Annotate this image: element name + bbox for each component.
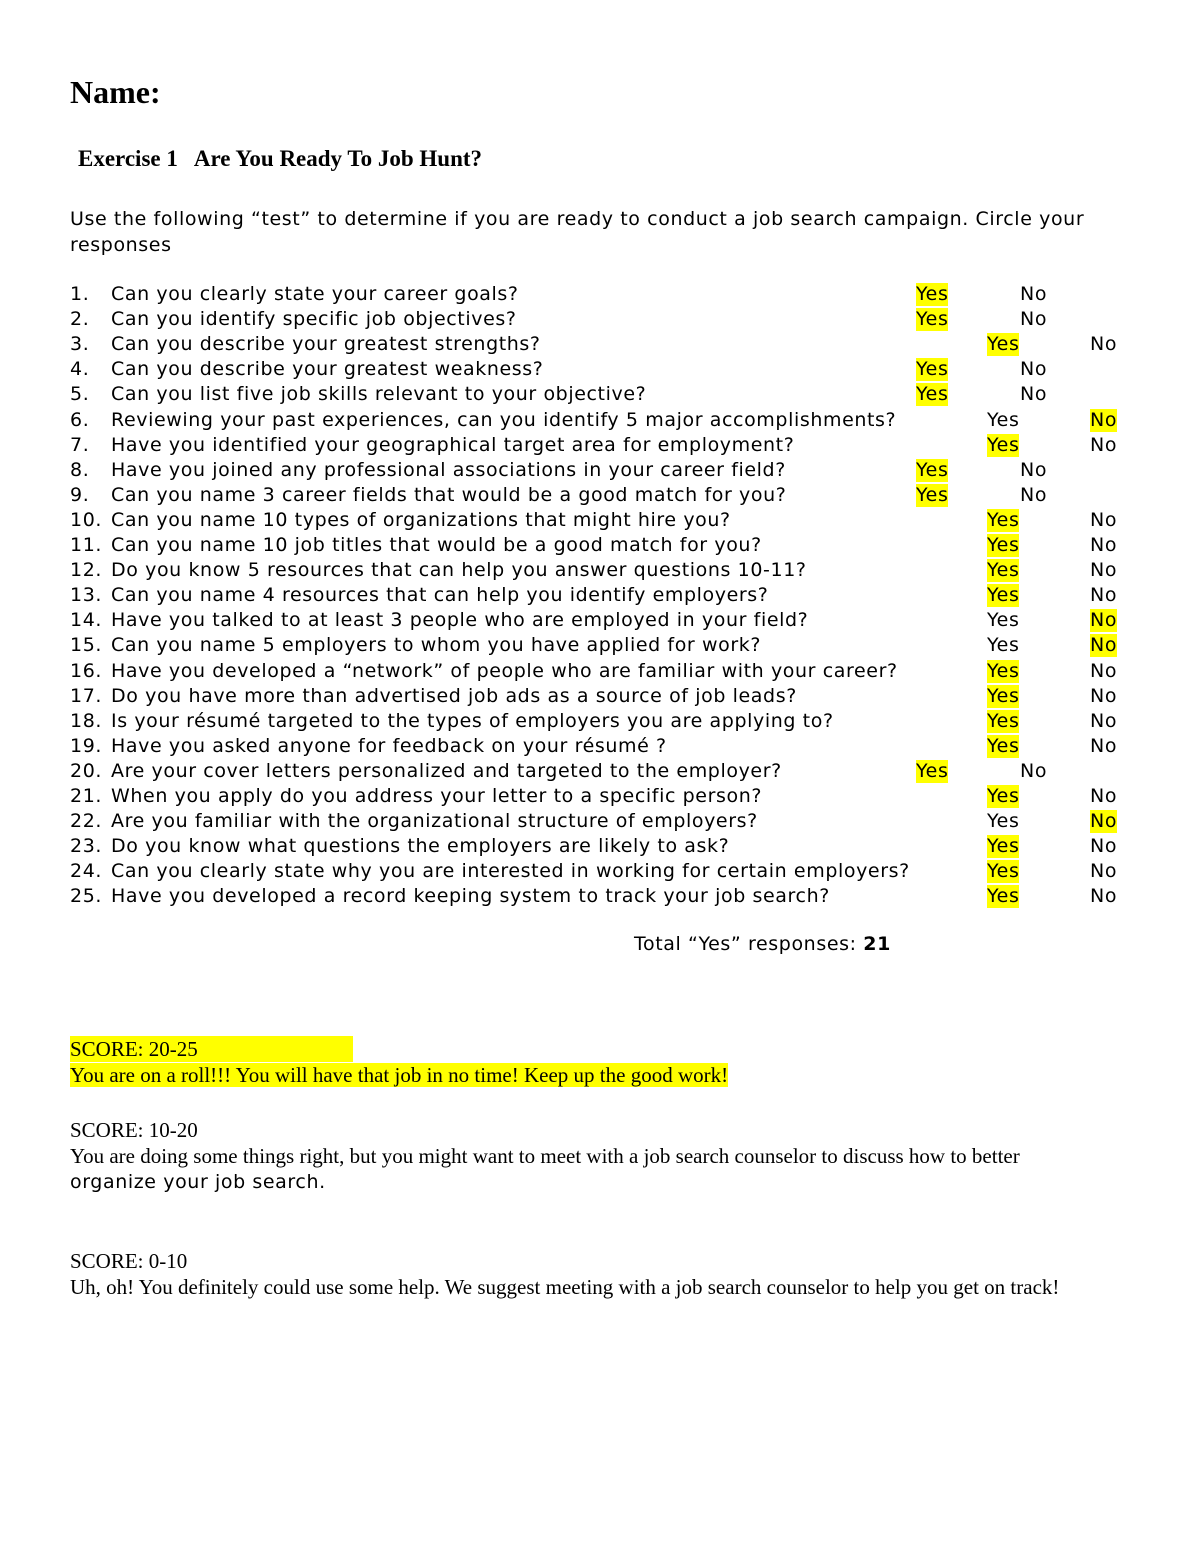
instructions-text: Use the following “test” to determine if you are ready to conduct a job search campaign. Circle your responses xyxy=(70,208,1085,256)
question-text: Can you name 3 career fields that would be a good match for you? xyxy=(111,484,787,506)
answer-no[interactable]: No xyxy=(1090,885,1118,907)
answer-yes[interactable]: Yes xyxy=(916,459,949,481)
answer-yes[interactable]: Yes xyxy=(987,584,1020,606)
answer-no[interactable]: No xyxy=(1020,383,1048,405)
score-description: You are on a roll!!! You will have that job in no time! Keep up the good work! xyxy=(70,1063,729,1087)
question-text: Have you developed a “network” of people who are familiar with your career? xyxy=(111,660,898,682)
answer-no[interactable]: No xyxy=(1090,785,1118,807)
question-number: 22. xyxy=(70,810,103,832)
answer-yes[interactable]: Yes xyxy=(987,685,1020,707)
question-number: 11. xyxy=(70,534,103,556)
question-number: 14. xyxy=(70,609,103,631)
question-text: Can you describe your greatest strengths? xyxy=(111,333,541,355)
question-text: Can you name 10 types of organizations that might hire you? xyxy=(111,509,731,531)
question-text: Have you asked anyone for feedback on your résumé ? xyxy=(111,735,667,757)
question-row xyxy=(70,282,1150,307)
question-row xyxy=(70,859,1150,884)
answer-no[interactable]: No xyxy=(1090,835,1118,857)
question-number: 5. xyxy=(70,383,90,405)
question-row xyxy=(70,483,1150,508)
question-number: 20. xyxy=(70,760,103,782)
question-row xyxy=(70,357,1150,382)
answer-no[interactable]: No xyxy=(1020,358,1048,380)
answer-no[interactable]: No xyxy=(1020,484,1048,506)
question-text: Have you talked to at least 3 people who are employed in your field? xyxy=(111,609,809,631)
question-number: 16. xyxy=(70,660,103,682)
question-row xyxy=(70,734,1150,759)
question-text: Do you know 5 resources that can help you answer questions 10-11? xyxy=(111,559,807,581)
name-label: Name: xyxy=(70,74,161,110)
answer-yes[interactable]: Yes xyxy=(987,860,1020,882)
question-text: Can you name 10 job titles that would be a good match for you? xyxy=(111,534,762,556)
question-number: 25. xyxy=(70,885,103,907)
question-number: 2. xyxy=(70,308,90,330)
exercise-title: Exercise 1 Are You Ready To Job Hunt? xyxy=(78,146,483,171)
question-number: 6. xyxy=(70,409,90,431)
question-row xyxy=(70,633,1150,658)
question-row xyxy=(70,884,1150,909)
score-block-mid xyxy=(70,1117,1130,1195)
answer-yes[interactable]: Yes xyxy=(987,534,1020,556)
question-row xyxy=(70,583,1150,608)
score-description: Uh, oh! You definitely could use some help. We suggest meeting with a job search counselor to help you get on track! xyxy=(70,1275,1060,1299)
answer-yes[interactable]: Yes xyxy=(987,509,1020,531)
question-text: Can you name 4 resources that can help you identify employers? xyxy=(111,584,769,606)
answer-no[interactable]: No xyxy=(1090,810,1118,832)
question-row xyxy=(70,759,1150,784)
question-number: 13. xyxy=(70,584,103,606)
answer-no[interactable]: No xyxy=(1090,685,1118,707)
question-number: 21. xyxy=(70,785,103,807)
answer-yes[interactable]: Yes xyxy=(987,333,1020,355)
question-number: 15. xyxy=(70,634,103,656)
question-text: Are your cover letters personalized and targeted to the employer? xyxy=(111,760,782,782)
answer-no[interactable]: No xyxy=(1020,760,1048,782)
question-number: 17. xyxy=(70,685,103,707)
question-text: Do you know what questions the employers are likely to ask? xyxy=(111,835,730,857)
question-text: Have you joined any professional associations in your career field? xyxy=(111,459,786,481)
question-row xyxy=(70,433,1150,458)
question-row xyxy=(70,809,1150,834)
answer-no[interactable]: No xyxy=(1090,660,1118,682)
answer-no[interactable]: No xyxy=(1090,434,1118,456)
score-heading: SCORE: 20-25 xyxy=(70,1036,353,1062)
answer-no[interactable]: No xyxy=(1020,459,1048,481)
question-text: Can you describe your greatest weakness? xyxy=(111,358,544,380)
question-row xyxy=(70,533,1150,558)
question-number: 7. xyxy=(70,434,90,456)
question-number: 9. xyxy=(70,484,90,506)
answer-yes[interactable]: Yes xyxy=(916,358,949,380)
question-row xyxy=(70,382,1150,407)
answer-no[interactable]: No xyxy=(1090,860,1118,882)
question-number: 10. xyxy=(70,509,103,531)
question-row xyxy=(70,659,1150,684)
answer-yes[interactable]: Yes xyxy=(916,760,949,782)
answer-no[interactable]: No xyxy=(1090,710,1118,732)
answer-no[interactable]: No xyxy=(1090,534,1118,556)
answer-no[interactable]: No xyxy=(1020,283,1048,305)
question-number: 19. xyxy=(70,735,103,757)
question-number: 18. xyxy=(70,710,103,732)
total-value: 21 xyxy=(863,933,891,955)
answer-yes[interactable]: Yes xyxy=(916,283,949,305)
question-number: 24. xyxy=(70,860,103,882)
question-number: 1. xyxy=(70,283,90,305)
question-text: Can you list five job skills relevant to your objective? xyxy=(111,383,647,405)
question-number: 4. xyxy=(70,358,90,380)
score-block-high xyxy=(70,1036,728,1088)
question-row xyxy=(70,709,1150,734)
answer-no[interactable]: No xyxy=(1090,584,1118,606)
question-row xyxy=(70,608,1150,633)
answer-no[interactable]: No xyxy=(1090,409,1118,431)
question-text: When you apply do you address your letter to a specific person? xyxy=(111,785,763,807)
question-text: Have you identified your geographical target area for employment? xyxy=(111,434,795,456)
question-text: Can you identify specific job objectives? xyxy=(111,308,517,330)
score-heading: SCORE: 0-10 xyxy=(70,1249,188,1273)
answer-yes[interactable]: Yes xyxy=(987,835,1020,857)
question-text: Can you clearly state why you are interested in working for certain employers? xyxy=(111,860,910,882)
question-row xyxy=(70,332,1150,357)
answer-yes[interactable]: Yes xyxy=(987,710,1020,732)
answer-no[interactable]: No xyxy=(1090,634,1118,656)
question-row xyxy=(70,684,1150,709)
answer-yes[interactable]: Yes xyxy=(987,885,1020,907)
question-number: 12. xyxy=(70,559,103,581)
answer-yes[interactable]: Yes xyxy=(987,409,1020,431)
question-row xyxy=(70,307,1150,332)
question-text: Are you familiar with the organizational structure of employers? xyxy=(111,810,758,832)
question-number: 3. xyxy=(70,333,90,355)
question-row xyxy=(70,558,1150,583)
total-label: Total “Yes” responses: xyxy=(634,933,864,955)
answer-yes[interactable]: Yes xyxy=(987,660,1020,682)
answer-no[interactable]: No xyxy=(1090,609,1118,631)
question-row xyxy=(70,458,1150,483)
answer-yes[interactable]: Yes xyxy=(987,559,1020,581)
answer-yes[interactable]: Yes xyxy=(987,810,1020,832)
question-text: Have you developed a record keeping system to track your job search? xyxy=(111,885,830,907)
question-text: Can you name 5 employers to whom you have applied for work? xyxy=(111,634,762,656)
total-yes-responses xyxy=(634,933,891,955)
question-row xyxy=(70,784,1150,809)
question-row xyxy=(70,408,1150,433)
answer-no[interactable]: No xyxy=(1090,559,1118,581)
answer-no[interactable]: No xyxy=(1090,735,1118,757)
answer-yes[interactable]: Yes xyxy=(987,634,1020,656)
question-row xyxy=(70,508,1150,533)
answer-no[interactable]: No xyxy=(1090,509,1118,531)
answer-yes[interactable]: Yes xyxy=(916,484,949,506)
answer-yes[interactable]: Yes xyxy=(987,609,1020,631)
question-text: Is your résumé targeted to the types of employers you are applying to? xyxy=(111,710,834,732)
answer-yes[interactable]: Yes xyxy=(987,434,1020,456)
score-description-continued: organize your job search. xyxy=(70,1171,326,1193)
question-row xyxy=(70,834,1150,859)
answer-no[interactable]: No xyxy=(1090,333,1118,355)
score-heading: SCORE: 10-20 xyxy=(70,1118,198,1142)
question-text: Can you clearly state your career goals? xyxy=(111,283,519,305)
answer-yes[interactable]: Yes xyxy=(916,308,949,330)
question-text: Do you have more than advertised job ads as a source of job leads? xyxy=(111,685,797,707)
answer-yes[interactable]: Yes xyxy=(987,735,1020,757)
question-number: 8. xyxy=(70,459,90,481)
question-number: 23. xyxy=(70,835,103,857)
answer-yes[interactable]: Yes xyxy=(987,785,1020,807)
score-block-low xyxy=(70,1248,1130,1300)
answer-yes[interactable]: Yes xyxy=(916,383,949,405)
question-text: Reviewing your past experiences, can you identify 5 major accomplishments? xyxy=(111,409,897,431)
score-description: You are doing some things right, but you might want to meet with a job search counselor to discuss how to better xyxy=(70,1144,1020,1168)
answer-no[interactable]: No xyxy=(1020,308,1048,330)
question-list xyxy=(70,282,1150,912)
